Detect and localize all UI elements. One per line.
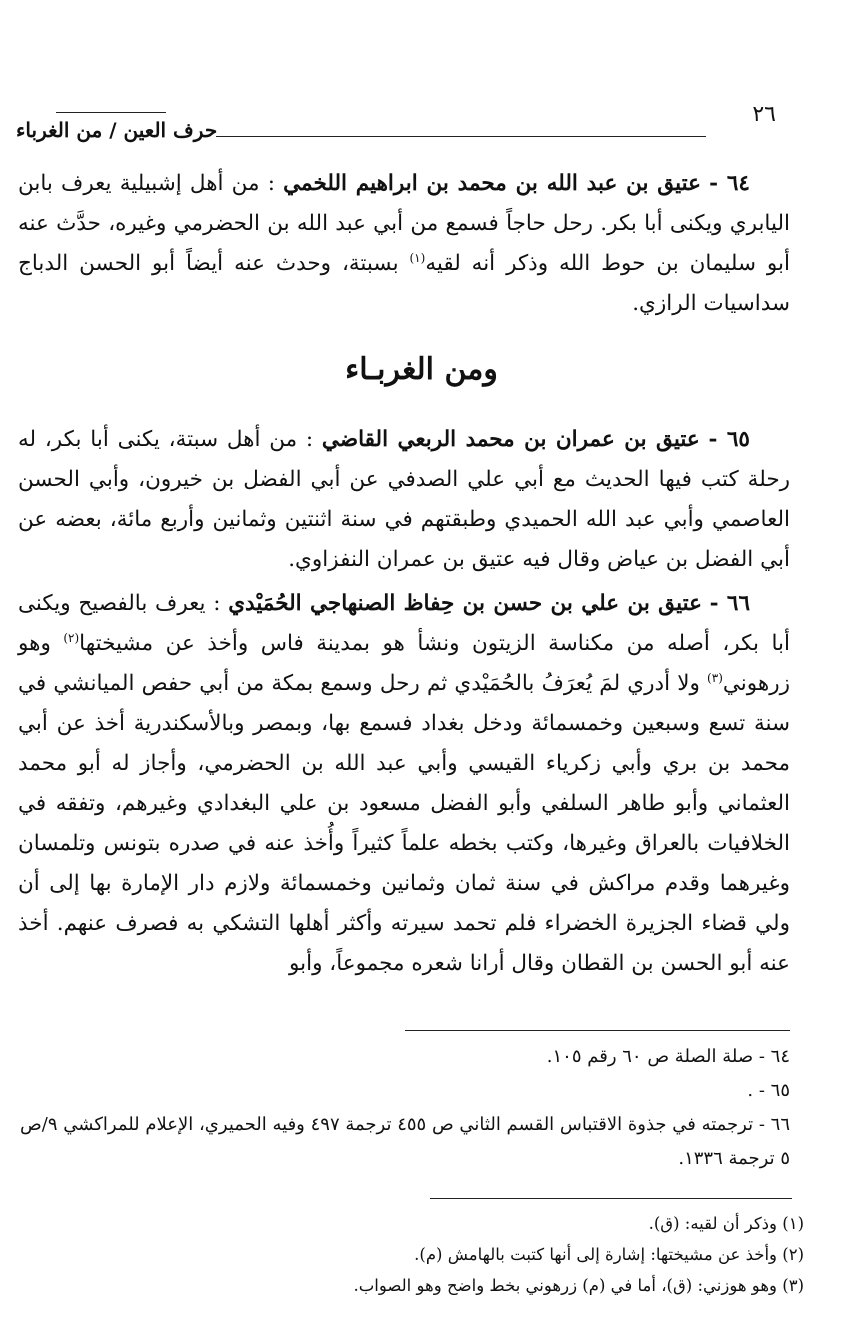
footnote: (٣) وهو هوزني: (ق)، أما في (م) زرهوني بخط واضح وهو الصواب. (353, 1276, 804, 1295)
page-number: ٢٦ (752, 102, 776, 127)
entry-text-after: بسبتة، وحدث عنه أيضاً أبو الحسن الدباج سداسيات الرازي. (18, 251, 790, 316)
footnotes-rule (430, 1198, 792, 1199)
entry-name: عتيق بن عبد الله بن محمد بن ابراهيم اللخمي (283, 171, 701, 196)
header-rule (216, 136, 706, 137)
source-note: ٦٦ - ترجمته في جذوة الاقتباس القسم الثاني ص ٤٥٥ ترجمة ٤٩٧ وفيه الحميري، الإعلام للمراكشي ٩/ص ٥ ترجمة ١٣٣٦. (20, 1114, 790, 1169)
header-rule-left (56, 112, 166, 113)
entry-66 (18, 584, 790, 984)
entries-main (18, 420, 790, 984)
source-note: ٦٥ - . (747, 1080, 790, 1101)
source-note: ٦٤ - صلة الصلة ص ٦٠ رقم ١٠٥. (546, 1046, 790, 1067)
sources-rule (405, 1030, 790, 1031)
footnote: (٢) وأخذ عن مشيختها: إشارة إلى أنها كتبت بالهامش (م). (414, 1245, 804, 1264)
entries-top (18, 164, 790, 324)
entry-name: عتيق بن علي بن حسن بن حِفاظ الصنهاجي الحُمَيْدي (228, 591, 702, 616)
running-title: حرف العين / من الغرباء (16, 118, 218, 142)
entry-64 (18, 164, 790, 324)
source-notes (18, 1040, 790, 1176)
entry-65 (18, 420, 790, 580)
entry-text: : من أهل إشبيلية يعرف بابن اليابري ويكنى أبا بكر. رحل حاجاً فسمع من أبي عبد الله بن الحضرمي وغيره، حدَّث عنه أبو سليمان بن حوط الله وذكر أنه لقيه (18, 171, 790, 276)
entry-text: : من أهل سبتة، يكنى أبا بكر، له رحلة كتب فيها الحديث مع أبي علي الصدفي عن أبي الفضل بن خيرون، وأبي الحسن العاصمي وأبي عبد الله الحميدي وطبقتهم في سنة اثنتين وثمانين وأربع مائة، بعضه عن أبي الفضل بن عياض وقال فيه عتيق بن عمران النفزاوي. (18, 427, 790, 572)
entry-number: ٦٤ - (709, 171, 750, 196)
footnote-mark[interactable]: (٣) (707, 670, 723, 685)
entry-text: وهو زرهوني (18, 631, 790, 696)
footnote: (١) وذكر أن لقيه: (ق). (648, 1214, 804, 1233)
page-header (16, 96, 776, 144)
footnotes (18, 1208, 804, 1301)
footnote-mark[interactable]: (٢) (63, 630, 80, 645)
entry-number: ٦٦ - (709, 591, 751, 616)
entry-text: ولا أدري لمَ يُعرَفُ بالحُمَيْدي ثم رحل وسمع بمكة من أبي حفص الميانشي في سنة تسع وسبعين وخمسمائة ودخل بغداد فسمع بها، وبمصر وبالأسكندرية أخذ عن أبي محمد بن بري وأبي زكرياء القيسي وأبي عبد الله بن الحضرمي، وأجاز له أبو محمد العثماني وأبو طاهر السلفي وأبو الفضل مسعود بن علي البغدادي وغيرهم، وتفقه في الخلافيات بالعراق وغيرها، وكتب بخطه علماً كثيراً وأُخذ عنه في صدره بتونس وتلمسان وغيرهما وقدم مراكش في سنة ثمان وثمانين وخمسمائة ولازم دار الإمارة بها إلى أن ولي قضاء الجزيرة الخضراء فلم تحمد سيرته وأكثر أهلها التشكي به فصرف عنهم. أخذ عنه أبو الحسن بن القطان وقال أرانا شعره مجموعاً، وأبو (18, 671, 790, 976)
entry-name: عتيق بن عمران بن محمد الربعي القاضي (321, 427, 700, 452)
footnote-mark[interactable]: (١) (409, 250, 426, 265)
section-title: ومن الغربـاء (345, 352, 498, 387)
entry-text: : يعرف بالفصيح ويكنى أبا بكر، أصله من مكناسة الزيتون ونشأ هو بمدينة فاس وأخذ عن مشيختها (18, 591, 790, 656)
entry-number: ٦٥ - (708, 427, 750, 452)
